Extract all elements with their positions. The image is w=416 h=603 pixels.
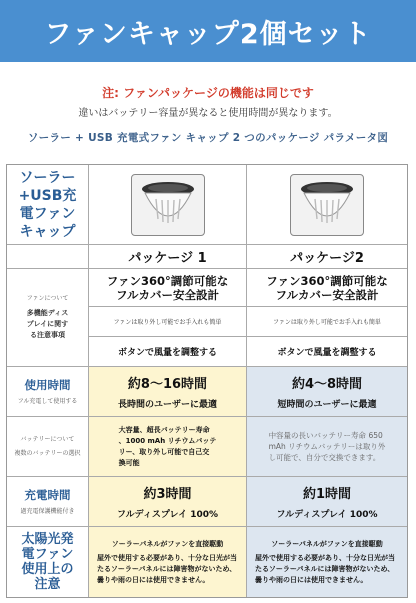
fan-cap-image <box>290 174 364 236</box>
display-notes-label: 多機能ディス プレイに関す る注意事項 <box>26 309 69 339</box>
charge-label: 充電時間 <box>24 487 71 502</box>
package-1-removable: ファンは取り外し可能でお手入れも簡単 <box>113 319 222 326</box>
usage-label: 使用時間 <box>24 377 71 392</box>
package-1-button-note: ボタンで風量を調整する <box>117 348 217 358</box>
banner-title: ファンキャップ2個セット <box>44 18 372 50</box>
package-2-usage-cell <box>247 367 407 417</box>
note-parameter-title: ソーラー + USB 充電式ファン キャップ 2 つのパッケージ パラメータ図 <box>27 132 389 144</box>
package-1-button-cell <box>89 337 247 367</box>
charge-label-cell <box>7 477 89 527</box>
package-1-usage-sub: 長時間のユーザーに最適 <box>117 400 217 410</box>
package-2-removable: ファンは取り外し可能でお手入れも簡単 <box>273 319 381 326</box>
package-1-feature: ファン360°調節可能な フルカバー安全設計 <box>106 273 229 302</box>
battery-label-cell <box>7 417 89 477</box>
fan-image-cell-1 <box>89 165 247 245</box>
features-label-cell <box>7 269 89 367</box>
package-1-charge: 約3時間 <box>143 487 192 502</box>
package-2-battery: 中容量の長いバッテリー寿命 650 mAh リチウムバッテリーは取り外 し可能で、自分で交換できます。 <box>268 431 386 462</box>
package-2-charge-sub: フルディスプレイ 100% <box>276 510 378 520</box>
package-2-charge: 約1時間 <box>302 487 352 502</box>
package-2-charge-cell <box>247 477 407 527</box>
package-1-usage-cell <box>89 367 247 417</box>
package-1-solar-title: ソーラーパネルがファンを直接駆動 <box>111 539 224 548</box>
package-2-feature-cell <box>247 269 407 307</box>
usage-sub-label: フル充電して使用する <box>17 397 78 405</box>
package-2-solar-cell <box>247 527 407 597</box>
charge-sub-label: 過充電保護機能付き <box>20 507 75 515</box>
package-1-solar-body: 屋外で使用する必要があり、十分な日光が当たるソーラーパネルには障害物がないため、曇りや雨の日には使用できません。 <box>97 553 237 584</box>
empty-cell <box>7 245 89 269</box>
package-2-name-cell <box>247 245 407 269</box>
package-1-removable-cell <box>89 307 247 337</box>
package-1-charge-sub: フルディスプレイ 100% <box>116 510 219 520</box>
solar-label: 太陽光発 電ファン 使用上の 注意 <box>21 532 74 592</box>
usage-label-cell <box>7 367 89 417</box>
battery-label: バッテリーについて <box>20 436 75 443</box>
package-1-battery: 大容量、超長バッテリー寿命 、1000 mAh リチウムバッテ リー、取り外し可能で自己交 換可能 <box>118 425 217 467</box>
features-label: ファンについて <box>26 295 69 302</box>
package-2-removable-cell <box>247 307 407 337</box>
note-battery-difference: 違いはバッテリー容量が異なると使用時間が異なります。 <box>78 108 338 119</box>
package-2-battery-cell <box>247 417 407 477</box>
package-1-name: パッケージ 1 <box>128 251 207 266</box>
package-2-button-cell <box>247 337 407 367</box>
package-1-charge-cell <box>89 477 247 527</box>
comparison-table <box>6 164 408 598</box>
solar-label-cell <box>7 527 89 597</box>
package-1-battery-cell <box>89 417 247 477</box>
product-label: ソーラー +USB充 電ファン キャップ <box>18 169 77 240</box>
title-banner <box>0 0 416 62</box>
fan-image-cell-2 <box>247 165 407 245</box>
package-1-solar-cell <box>89 527 247 597</box>
package-1-name-cell <box>89 245 247 269</box>
package-2-usage-sub: 短時間のユーザーに最適 <box>277 400 377 410</box>
package-2-solar-body: 屋外で使用する必要があり、十分な日光が当たるソーラーパネルには障害物がないため、曇りや雨の日には使用できません。 <box>255 553 395 584</box>
package-2-name: パッケージ2 <box>290 251 364 266</box>
product-label-cell <box>7 165 89 245</box>
fan-icon <box>137 179 199 231</box>
package-1-usage: 約8～16時間 <box>127 377 208 392</box>
package-2-usage: 約4～8時間 <box>291 377 363 392</box>
package-2-button-note: ボタンで風量を調整する <box>277 348 377 358</box>
package-2-solar-title: ソーラーパネルがファンを直接駆動 <box>271 539 383 548</box>
battery-sub-label: 複数のバッテリーの選択 <box>14 450 81 457</box>
note-same-function: 注: ファンパッケージの機能は同じです <box>102 86 314 100</box>
package-1-feature-cell <box>89 269 247 307</box>
package-2-feature: ファン360°調節可能な フルカバー安全設計 <box>266 273 388 302</box>
fan-icon <box>296 179 358 231</box>
fan-cap-image <box>131 174 205 236</box>
